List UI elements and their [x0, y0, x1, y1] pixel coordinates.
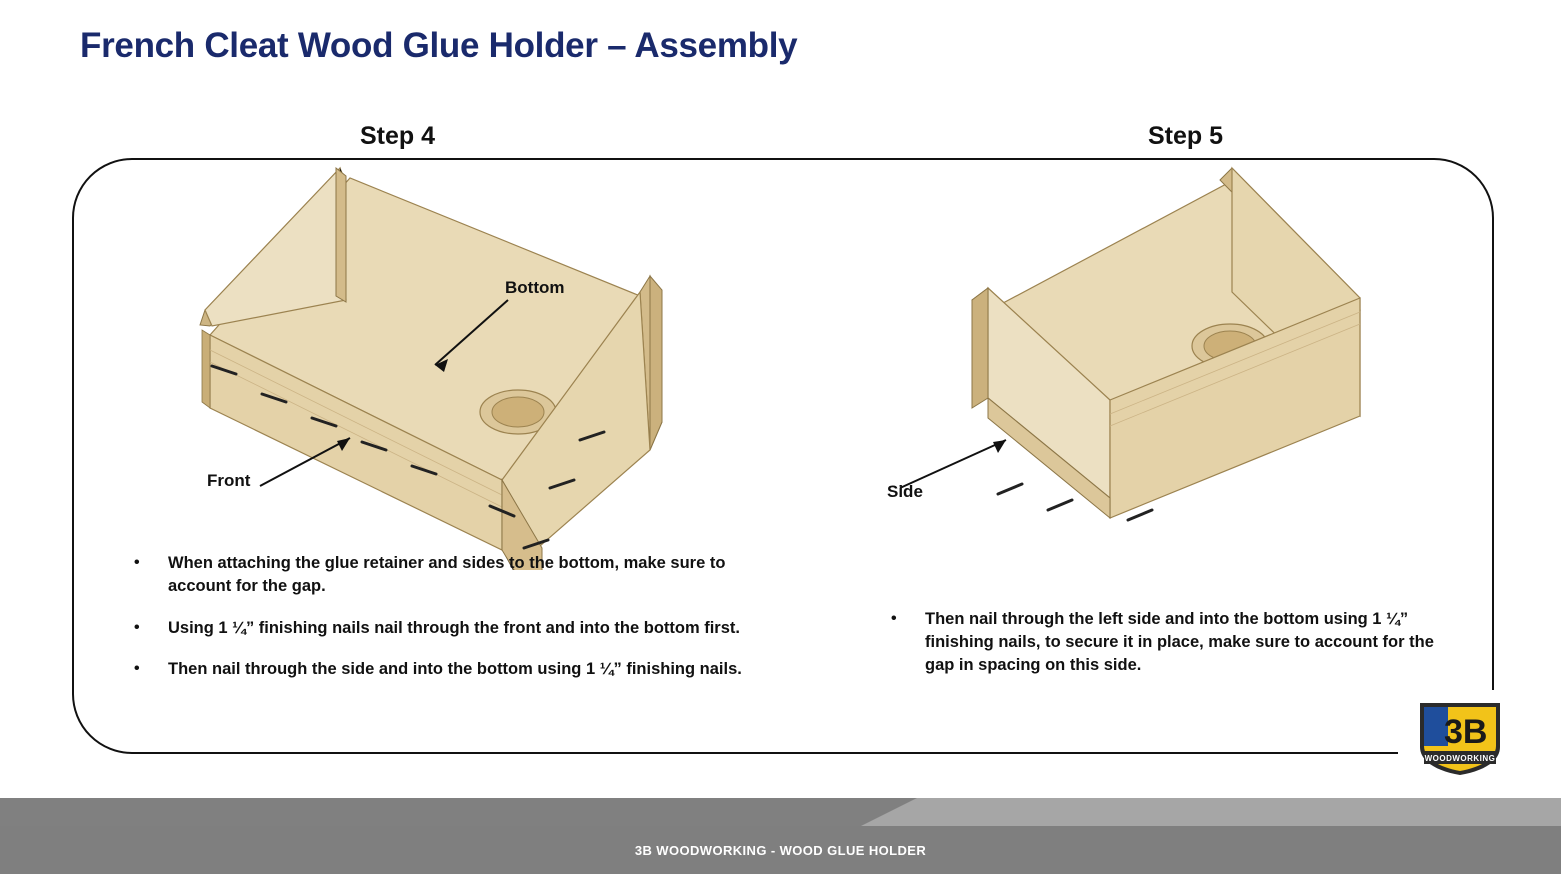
step-5-illustration	[860, 150, 1420, 570]
list-item: • Then nail through the side and into the bottom using 1 ¼” finishing nails.	[128, 658, 788, 681]
footer-accent-bar	[0, 798, 1561, 826]
callout-label-front: Front	[207, 471, 251, 490]
callout-label-bottom: Bottom	[505, 278, 565, 297]
page-title: French Cleat Wood Glue Holder – Assembly	[80, 26, 798, 65]
footer-text: 3B WOODWORKING - WOOD GLUE HOLDER	[634, 843, 927, 858]
svg-text:3B: 3B	[1444, 713, 1488, 751]
step-5-heading: Step 5	[1148, 122, 1224, 150]
step-4-illustration	[150, 150, 710, 570]
svg-text:WOODWORKING: WOODWORKING	[1424, 754, 1496, 763]
list-item: • When attaching the glue retainer and sides to the bottom, make sure to account for the gap.	[128, 552, 788, 598]
callout-label-side: Side	[887, 482, 923, 501]
brand-logo	[1414, 699, 1506, 777]
step-5-bullet-list	[885, 608, 1445, 695]
step-4-bullet-list	[128, 552, 788, 700]
footer-accent-highlight	[861, 798, 1561, 826]
list-item: • Using 1 ¼” finishing nails nail through the front and into the bottom first.	[128, 617, 788, 640]
list-item: • Then nail through the left side and into the bottom using 1 ¼” finishing nails, to secure it in place, make sure to account for the gap in spacing on this side.	[885, 608, 1445, 676]
step-4-heading: Step 4	[360, 122, 436, 150]
